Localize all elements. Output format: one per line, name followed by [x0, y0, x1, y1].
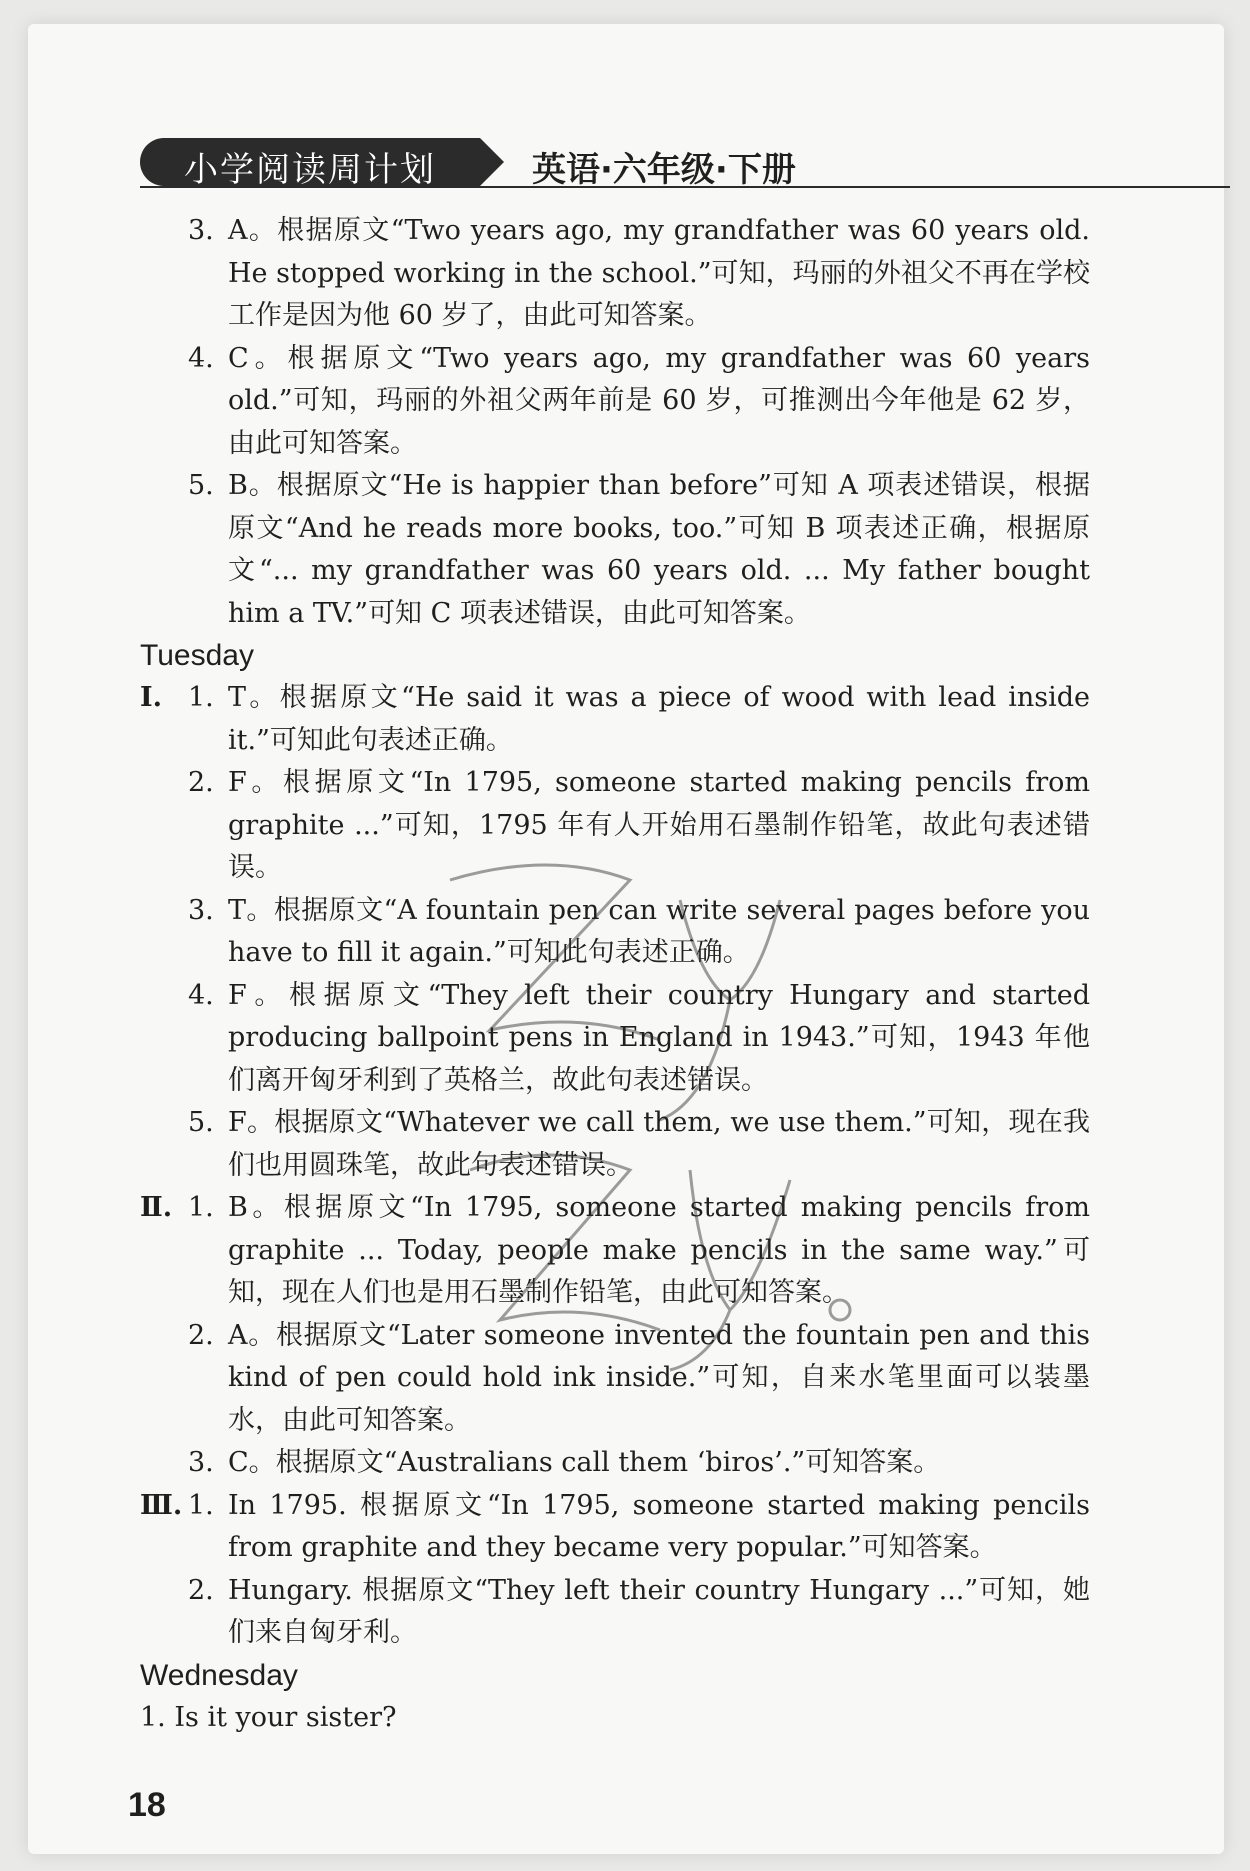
section-roman-numeral: Ⅲ.	[140, 1489, 183, 1521]
answer-item	[140, 210, 1090, 338]
answer-content	[140, 210, 1090, 1739]
header-subtitle: 英语·六年级·下册	[532, 150, 796, 190]
item-number: 4.	[188, 342, 214, 374]
item-text: T。根据原文“A fountain pen can write several pages before you have to fill it again.”可知此句表述正确。	[228, 894, 1090, 968]
tuesday-section-1	[140, 677, 1090, 1187]
item-text: C。根据原文“Australians call them ‘biros’.”可知答案。	[228, 1447, 941, 1478]
item-text: F。根据原文“Whatever we call them, we use them.”可知，现在我们也用圆珠笔，故此句表述错误。	[228, 1107, 1090, 1181]
answer-item	[140, 1485, 1090, 1570]
answer-item	[140, 890, 1090, 975]
day-heading-tuesday: Tuesday	[140, 639, 254, 672]
answer-item	[140, 465, 1090, 635]
day-heading-wednesday: Wednesday	[140, 1658, 298, 1692]
item-text: Hungary. 根据原文“They left their country Hungary ...”可知，她们来自匈牙利。	[228, 1574, 1090, 1648]
answer-item	[140, 1187, 1090, 1315]
item-number: 4.	[188, 979, 214, 1011]
item-text: B。根据原文“He is happier than before”可知 A 项表述错误，根据原文“And he reads more books, too.”可知 B 项表述正确，根据原文“... my grandfather was 60 years old. ... My father bought him a TV.”可知 C 项表述错误，由此可知答案。	[228, 470, 1090, 629]
section-roman-numeral: Ⅰ.	[140, 682, 163, 713]
item-number: 2.	[188, 1574, 214, 1606]
section-roman-numeral: Ⅱ.	[140, 1192, 173, 1223]
answer-item	[140, 975, 1090, 1103]
answer-item	[140, 1315, 1090, 1443]
item-text: A。根据原文“Later someone invented the fountain pen and this kind of pen could hold ink inside.”可知，自来水笔里面可以装墨水，由此可知答案。	[228, 1319, 1090, 1436]
item-number: 5.	[188, 470, 214, 501]
item-number: 3.	[188, 1447, 214, 1478]
item-text: F。根据原文“In 1795, someone started making pencils from graphite ...”可知，1795 年有人开始用石墨制作铅笔，故此句表述错误。	[228, 767, 1090, 883]
tuesday-section-2	[140, 1187, 1090, 1485]
item-number: 2.	[188, 1319, 214, 1351]
page-number: 18	[128, 1786, 166, 1824]
monday-answers	[140, 210, 1090, 635]
answer-item	[140, 677, 1090, 762]
answer-item	[140, 1102, 1090, 1187]
item-number: 5.	[188, 1107, 214, 1138]
item-number: 3.	[188, 894, 214, 926]
answer-item	[140, 338, 1090, 466]
item-text: B。根据原文“In 1795, someone started making pencils from graphite ... Today, people make pencils in the same way.”可知，现在人们也是用石墨制作铅笔，由此可知答案。	[228, 1192, 1090, 1308]
answer-item	[140, 1442, 1090, 1485]
item-number: 1.	[188, 1489, 214, 1521]
answer-item	[140, 762, 1090, 890]
tuesday-section-3	[140, 1485, 1090, 1655]
page-header	[140, 138, 1230, 190]
item-text: A。根据原文“Two years ago, my grandfather was 60 years old. He stopped working in the school.”可知，玛丽的外祖父不再在学校工作是因为他 60 岁了，由此可知答案。	[228, 215, 1090, 331]
wednesday-line: 1. Is it your sister?	[140, 1701, 397, 1733]
header-divider	[140, 186, 1230, 188]
header-title: 小学阅读周计划	[184, 150, 436, 190]
item-text: F。根据原文“They left their country Hungary and started producing ballpoint pens in England in 1943.”可知，1943 年他们离开匈牙利到了英格兰，故此句表述错误。	[228, 979, 1090, 1096]
item-number: 3.	[188, 215, 214, 246]
item-text: C。根据原文“Two years ago, my grandfather was 60 years old.”可知，玛丽的外祖父两年前是 60 岁，可推测出今年他是 62 岁，由此可知答案。	[228, 342, 1090, 459]
item-number: 1.	[188, 1192, 214, 1223]
answer-item	[140, 1570, 1090, 1655]
item-text: In 1795. 根据原文“In 1795, someone started making pencils from graphite and they became very popular.”可知答案。	[228, 1489, 1090, 1563]
item-text: T。根据原文“He said it was a piece of wood with lead inside it.”可知此句表述正确。	[228, 682, 1090, 756]
item-number: 2.	[188, 767, 214, 798]
item-number: 1.	[188, 682, 214, 713]
